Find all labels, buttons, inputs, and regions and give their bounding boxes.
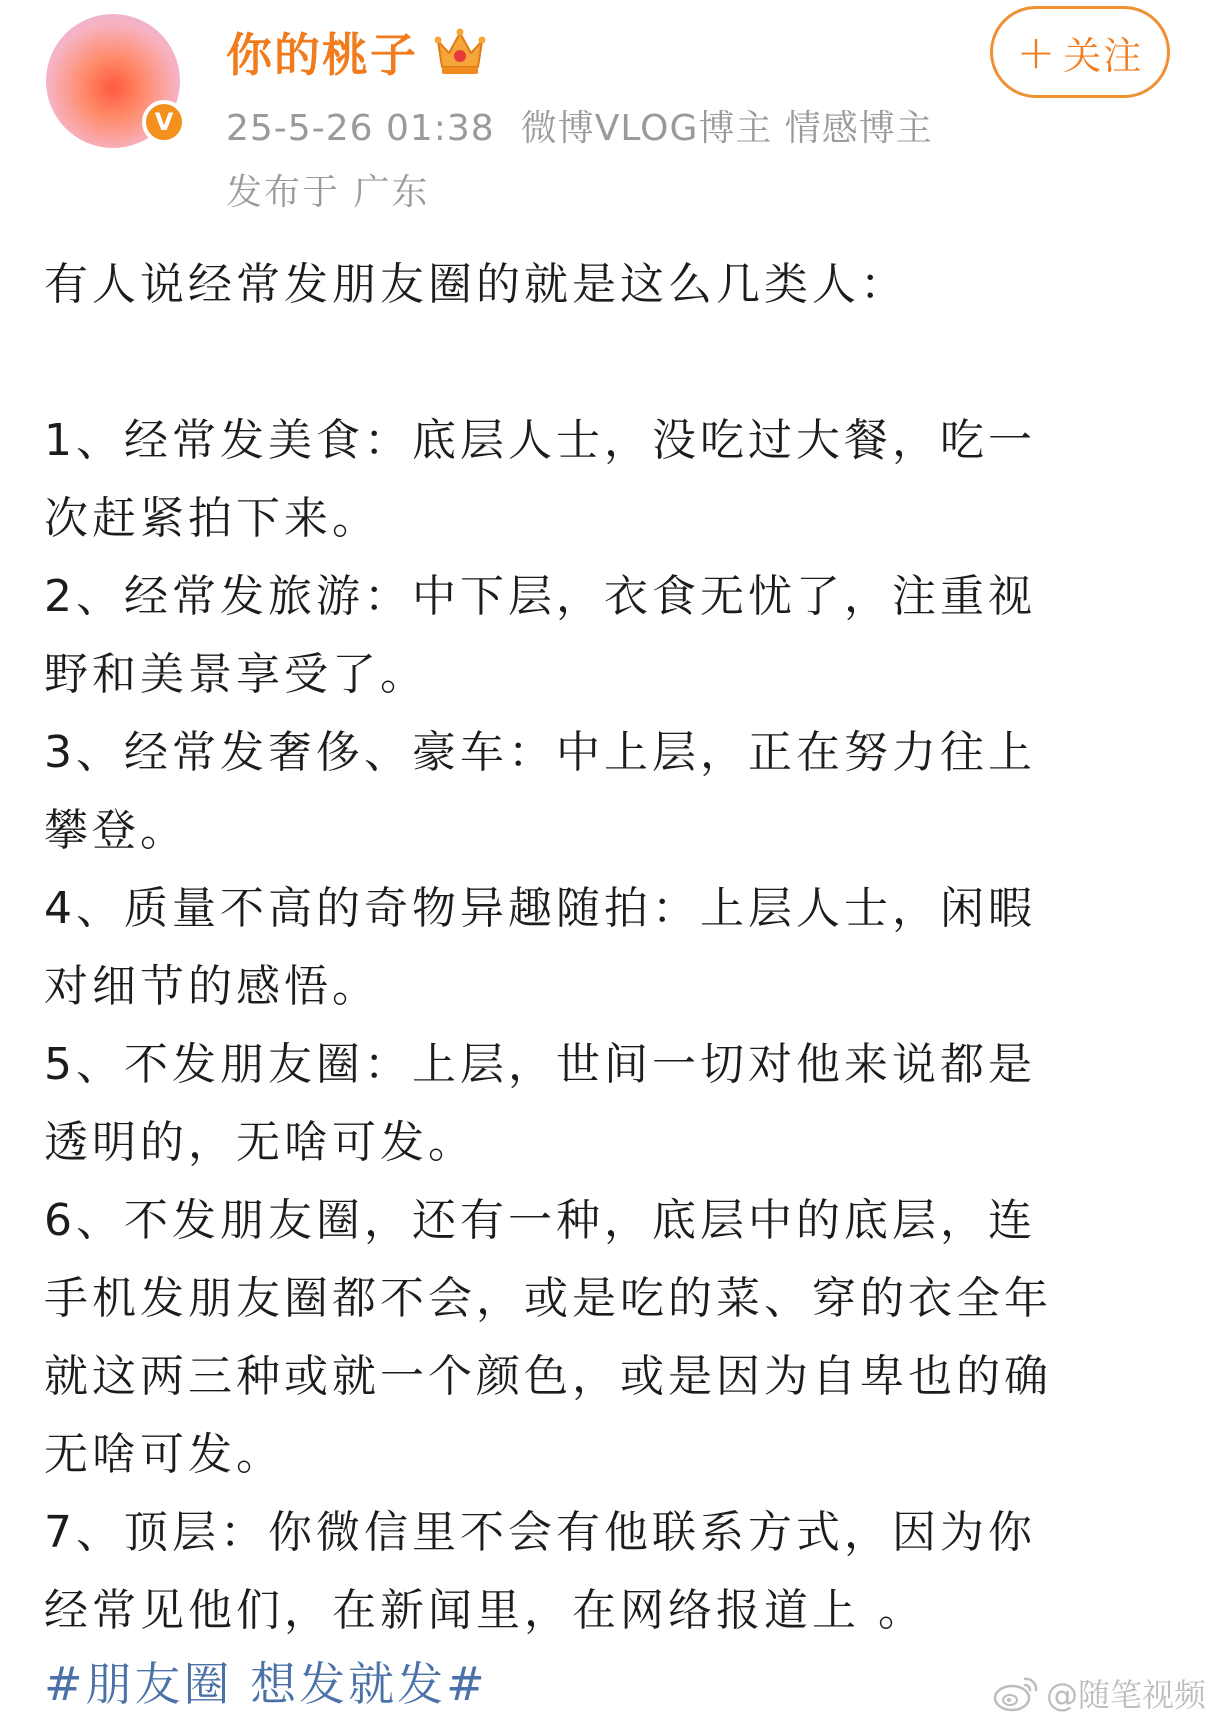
post-line: 攀登。 [44,805,188,856]
post-line: 野和美景享受了。 [44,649,428,700]
weibo-icon [992,1673,1040,1713]
post-line: 4、质量不高的奇物异趣随拍：上层人士，闲暇 [44,883,1036,934]
post-timestamp: 25-5-26 01:38 [226,108,495,149]
username-row [226,22,486,82]
avatar[interactable] [46,14,180,148]
watermark-text: @随笔视频 [1045,1676,1206,1714]
post-line: 无啥可发。 [44,1429,284,1480]
post-header [0,0,1216,230]
follow-label: 关注 [1063,33,1144,78]
post-meta [226,100,933,151]
post-line: 就这两三种或就一个颜色，或是因为自卑也的确 [44,1351,1052,1402]
post-line: 有人说经常发朋友圈的就是这么几类人： [44,259,908,310]
post-line: 次赶紧拍下来。 [44,493,380,544]
post-line: 1、经常发美食：底层人士，没吃过大餐，吃一 [44,415,1036,466]
crown-vip-icon[interactable] [434,27,486,77]
post-line: 3、经常发奢侈、豪车：中上层，正在努力往上 [44,727,1036,778]
hashtag-link[interactable]: #朋友圈 想发就发# [44,1657,488,1711]
post-line: 6、不发朋友圈，还有一种，底层中的底层，连 [44,1195,1036,1246]
verified-badge-icon: V [142,100,186,144]
watermark [992,1670,1206,1716]
username[interactable]: 你的桃子 [226,28,418,82]
post-location: 发布于 广东 [226,172,430,213]
blank-line [44,324,1184,402]
post-text [44,246,1184,1650]
post-line: 7、顶层：你微信里不会有他联系方式，因为你 [44,1507,1036,1558]
post-line: 对细节的感悟。 [44,961,380,1012]
follow-button[interactable] [990,6,1170,98]
post-line: 经常见他们，在新闻里，在网络报道上 。 [44,1585,926,1636]
plus-icon: + [1016,25,1058,79]
post-line: 5、不发朋友圈：上层，世间一切对他来说都是 [44,1039,1036,1090]
post-line: 2、经常发旅游：中下层，衣食无忧了，注重视 [44,571,1036,622]
post-line: 手机发朋友圈都不会，或是吃的菜、穿的衣全年 [44,1273,1052,1324]
post-line: 透明的，无啥可发。 [44,1117,476,1168]
author-tags: 微博VLOG博主 情感博主 [520,108,933,149]
